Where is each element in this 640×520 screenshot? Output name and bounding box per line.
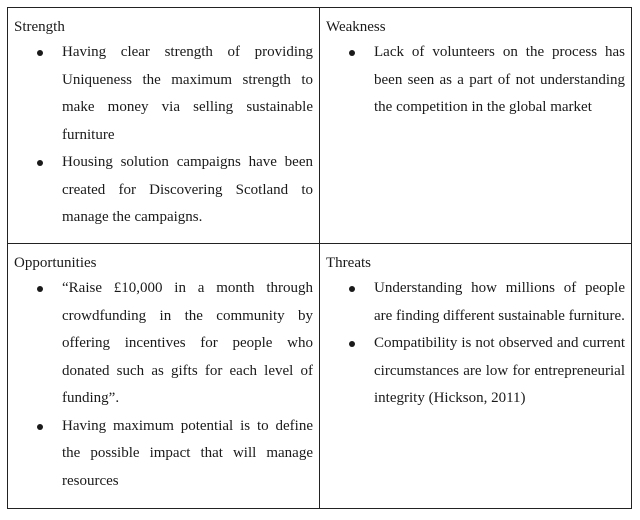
opportunities-item (62, 275, 313, 413)
weakness-heading: Weakness (326, 19, 386, 35)
bullet-icon (37, 50, 43, 56)
threats-heading: Threats (326, 255, 371, 271)
weakness-item-text: Lack of volunteers on the process has been seen as a part of not understanding the competition in the global market (374, 44, 625, 115)
strength-cell (8, 8, 320, 244)
threats-item-text: Understanding how millions of people are finding different sustainable furniture. (374, 280, 625, 324)
swot-table (7, 7, 632, 509)
opportunities-item (62, 413, 313, 496)
threats-item-text: Compatibility is not observed and current circumstances are low for entrepreneurial integrity (Hickson, 2011) (374, 335, 625, 406)
strength-item-text: Housing solution campaigns have been created for Discovering Scotland to manage the campaigns. (62, 154, 313, 225)
opportunities-item-text: “Raise £10,000 in a month through crowdfunding in the community by offering incentives for people who donated such as gifts for each level of funding”. (62, 280, 313, 406)
threats-cell (320, 244, 632, 509)
threats-list (326, 275, 625, 413)
bullet-icon (37, 286, 43, 292)
strength-item (62, 39, 313, 149)
weakness-cell (320, 8, 632, 244)
opportunities-item-text: Having maximum potential is to define the possible impact that will manage resources (62, 417, 313, 489)
opportunities-cell (8, 244, 320, 509)
strength-list (14, 39, 313, 232)
opportunities-list (14, 275, 313, 495)
weakness-item (374, 39, 625, 122)
strength-item-text: Having clear strength of providing Uniqueness the maximum strength to make money via selling sustainable furniture (62, 44, 313, 143)
bullet-icon (37, 424, 43, 430)
swot-row-top (8, 8, 632, 244)
bullet-icon (349, 50, 355, 56)
weakness-list (326, 39, 625, 122)
opportunities-heading: Opportunities (14, 255, 97, 271)
bullet-icon (349, 286, 355, 292)
threats-item (374, 275, 625, 330)
strength-item (62, 149, 313, 232)
bullet-icon (37, 160, 43, 166)
bullet-icon (349, 341, 355, 347)
threats-item (374, 330, 625, 413)
swot-row-bottom (8, 244, 632, 509)
strength-heading: Strength (14, 19, 65, 35)
